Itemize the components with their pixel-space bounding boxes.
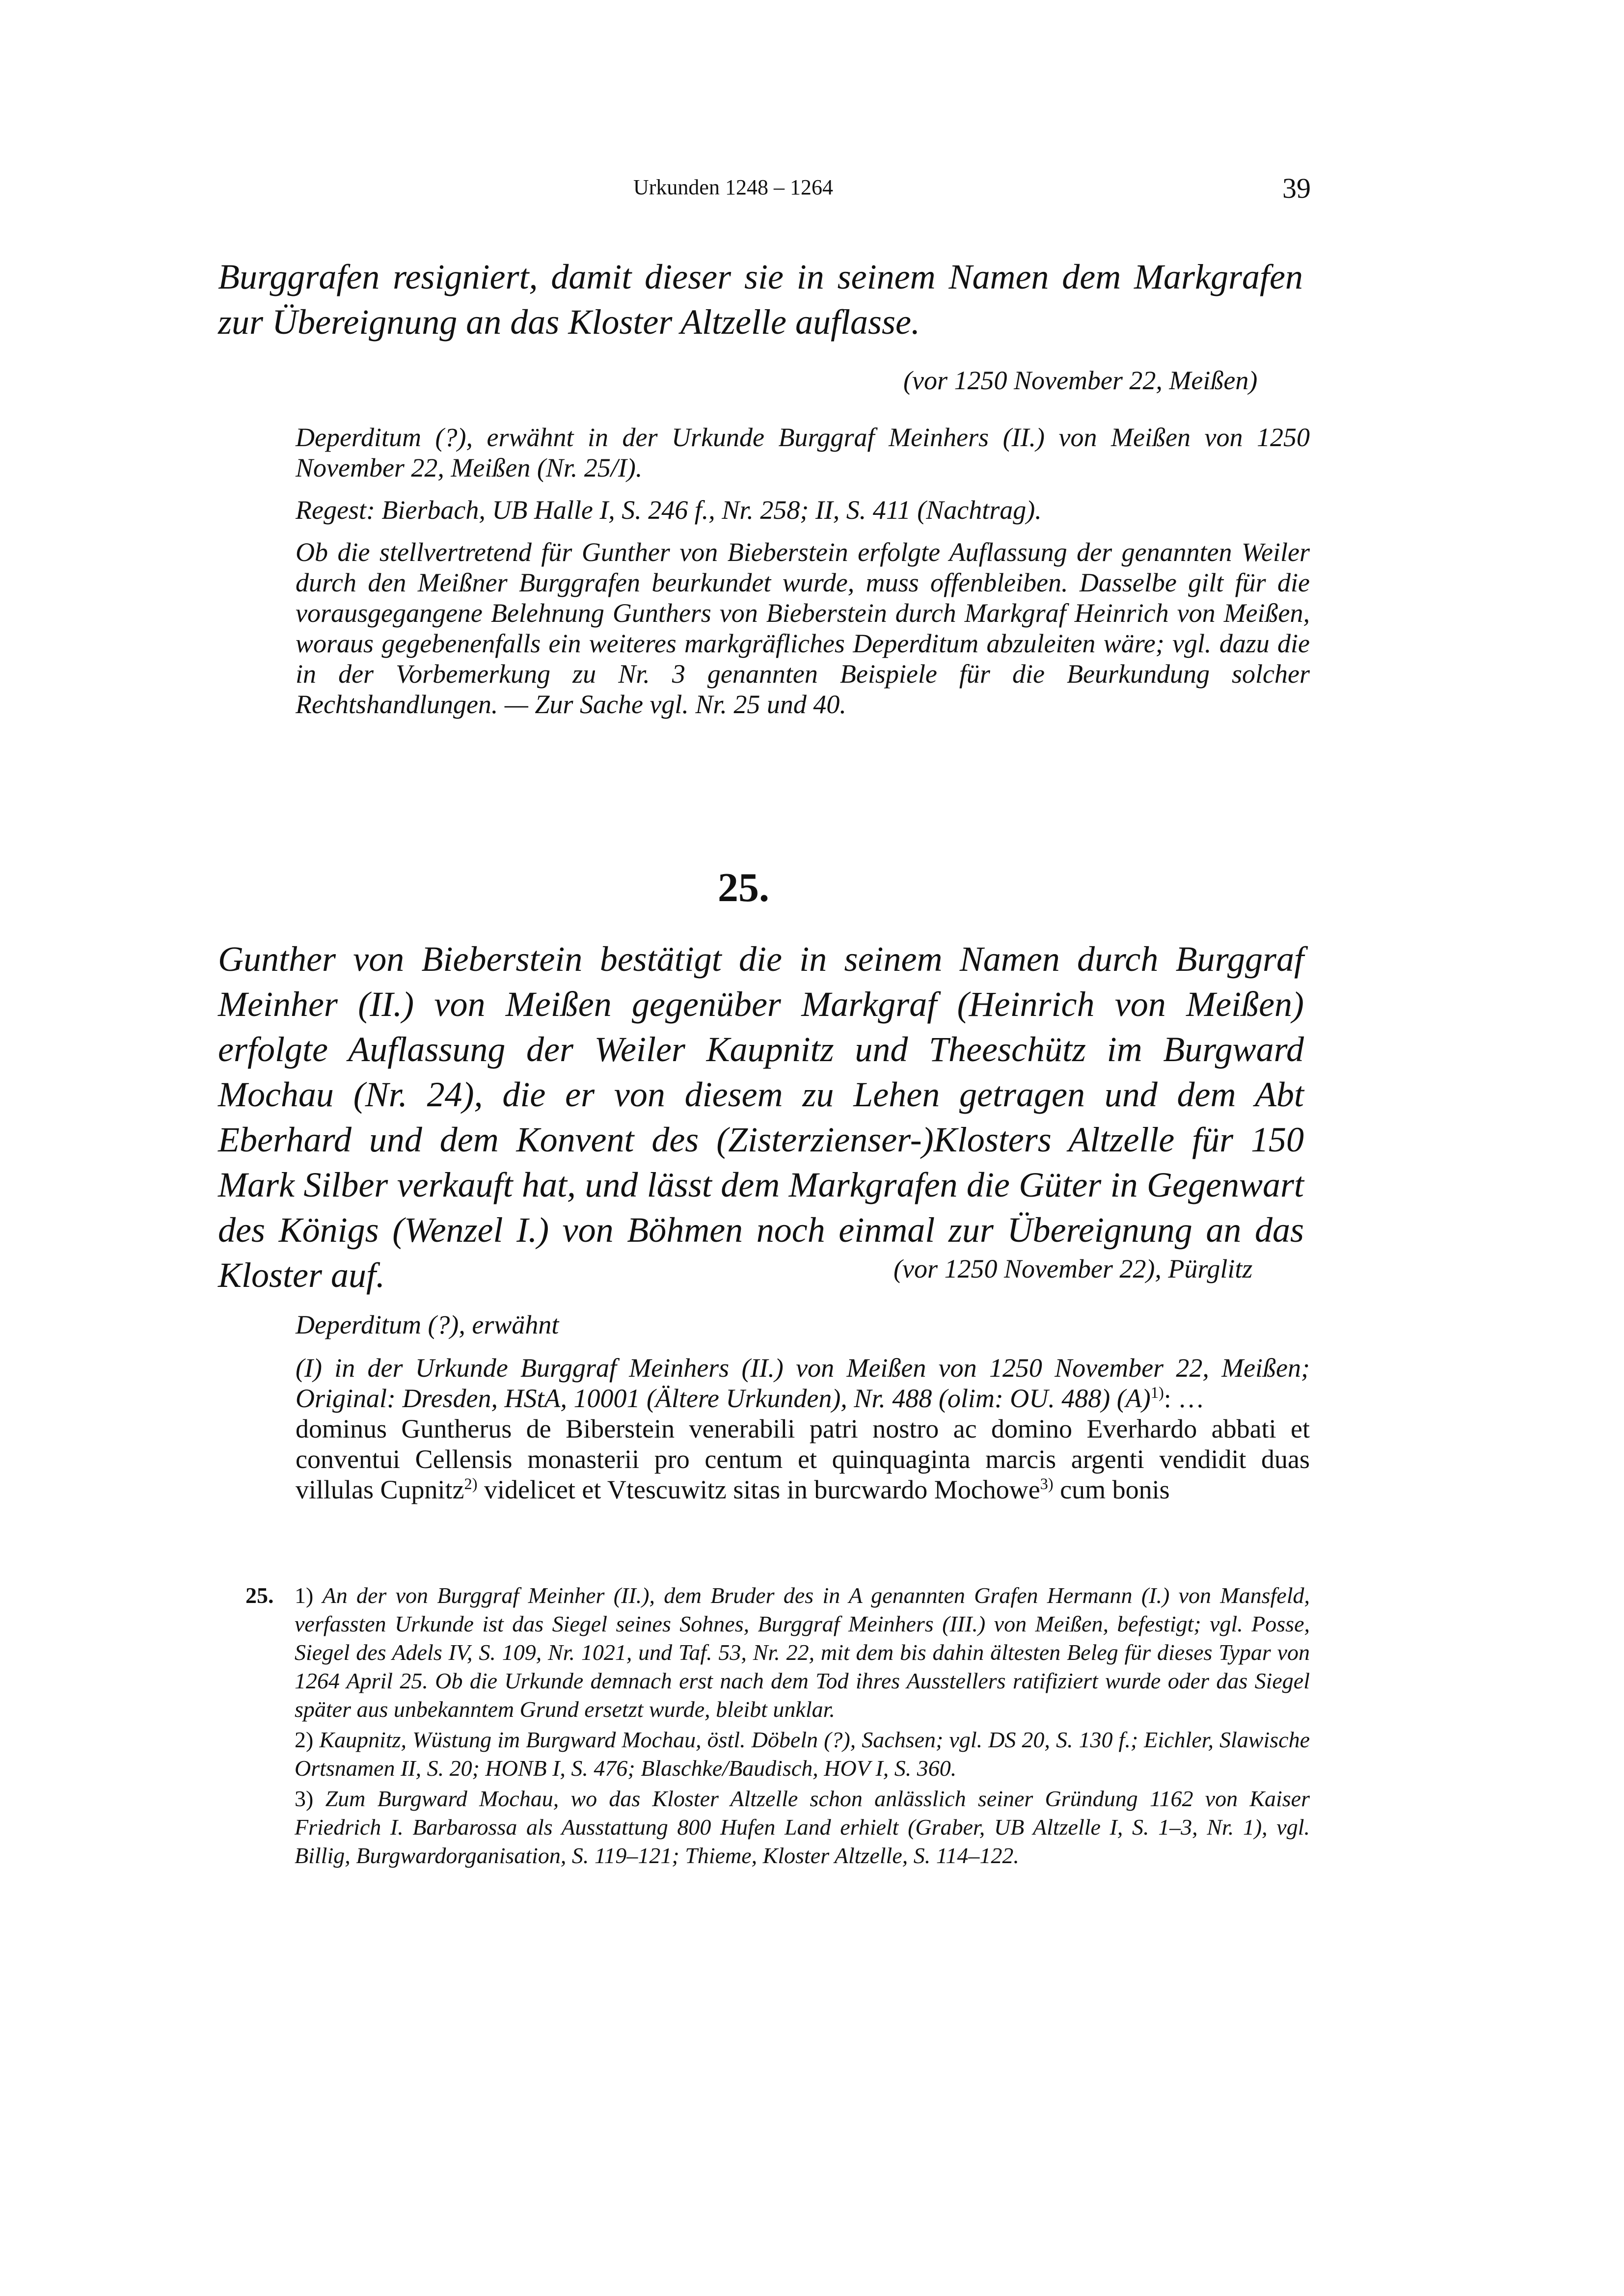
footnotes [245,1581,1310,1874]
apparatus-paragraph: Deperditum (?), erwähnt in der Urkunde Burggraf Meinhers (II.) von Meißen von 1250 November 22, Meißen (Nr. 25/I). [296,423,1310,482]
date-place-24: (vor 1250 November 22, Meißen) [903,366,1258,395]
footnote-text: Kaupnitz, Wüstung im Burgward Mochau, östl. Döbeln (?), Sachsen; vgl. DS 20, S. 130 f.; Eichler, Slawische Ortsnamen II, S. 20; HONB I, S. 476; Blaschke/Baudisch, HOV I, S. 360. [295,1727,1310,1781]
apparatus-24 [296,422,1310,731]
footnote-block [245,1581,1310,1872]
footnote-text: Zum Burgward Mochau, wo das Kloster Altzelle schon anlässlich seiner Gründung 1162 von Kaiser Friedrich I. Barbarossa als Ausstattung 800 Hufen Land erhielt (Graber, UB Altzelle I, S. 1–3, Nr. 1), vgl. Billig, Burgwardorganisation, S. 119–121; Thieme, Kloster Altzelle, S. 114–122. [295,1786,1310,1868]
page-number: 39 [1282,172,1311,204]
footnote-item [295,1581,1310,1724]
document-number: 25. [718,865,769,910]
apparatus-paragraph: Regest: Bierbach, UB Halle I, S. 246 f., Nr. 258; II, S. 411 (Nachtrag). [296,495,1042,525]
apparatus-paragraph: Ob die stellvertretend für Gunther von Bieberstein erfolgte Auflassung der genannten Weiler durch den Meißner Burggrafen beurkundet wurde, muss offenbleiben. Dasselbe gilt für die vorausgegangene Belehnung Gunthers von Bieberstein durch Markgraf Heinrich von Meißen, woraus gegebenenfalls ein weiteres markgräfliches Deperditum abzuleiten wäre; vgl. dazu die in der Vorbemerkung zu Nr. 3 genannten Beispiele für die Beurkundung solcher Rechtshandlungen. — Zur Sache vgl. Nr. 25 und 40. [296,537,1310,719]
running-head: Urkunden 1248 – 1264 [633,175,833,199]
footnote-item [295,1785,1310,1870]
footnote-list [295,1581,1310,1872]
continued-regest: Burggrafen resigniert, damit dieser sie in seinem Namen dem Markgrafen zur Übereignung an das Kloster Altzelle auflasse. [218,257,1303,342]
footnote-doc-label: 25. [245,1583,274,1608]
footnote-text: An der von Burggraf Meinher (II.), dem Bruder des in A genannten Grafen Hermann (I.) von Mansfeld, verfassten Urkunde ist das Siegel seines Sohnes, Burggraf Meinhers (III.) von Meißen, befestigt; vgl. Posse, Siegel des Adels IV, S. 109, Nr. 1021, und Taf. 53, Nr. 22, mit dem bis dahin ältesten Beleg für dieses Typar von 1264 April 25. Ob die Urkunde demnach erst nach dem Tod ihres Ausstellers ratifiziert wurde oder das Siegel später aus unbekanntem Grund ersetzt wurde, bleibt unklar. [295,1583,1310,1722]
footnote-ref: 3) [1040,1475,1054,1493]
apparatus-25 [296,1309,1310,1517]
footnote-ref: 1) [1150,1384,1164,1402]
source-text: (I) in der Urkunde Burggraf Meinhers (II.) von Meißen von 1250 November 22, Meißen; Original: Dresden, HStA, 10001 (Ältere Urkunden), Nr. 488 (olim: OU. 488) (A) [296,1353,1310,1413]
date-place-25: (vor 1250 November 22), Pürglitz [893,1254,1253,1283]
footnote-number: 3) [295,1786,314,1811]
latin-text: videlicet et Vtescuwitz sitas in burcwardo Mochowe [477,1475,1040,1504]
latin-quote [296,1414,1310,1505]
footnote-number: 1) [295,1583,314,1608]
latin-text: cum bonis [1053,1475,1170,1504]
source-reference [296,1353,1310,1414]
latin-text: dominus Guntherus de Biberstein venerabili patri nostro ac domino Everhardo abbati et conventui Cellensis monasterii pro centum et quinquaginta marcis argenti vendidit duas villulas Cupnitz [296,1414,1310,1504]
footnote-number: 2) [295,1727,314,1752]
footnote-ref: 2) [464,1475,478,1493]
deperditum-label: Deperditum (?), erwähnt [296,1310,559,1339]
regest-25: Gunther von Bieberstein bestätigt die in seinem Namen durch Burggraf Meinher (II.) von Meißen gegenüber Markgraf (Heinrich von Meißen) erfolgte Auflassung der Weiler Kaupnitz und Theeschütz im Burgward Mochau (Nr. 24), die er von diesem zu Lehen getragen und dem Abt Eberhard und dem Konvent des (Zisterzienser-)Klosters Altzelle für 150 Mark Silber verkauft hat, und lässt dem Markgrafen die Güter in Gegenwart des Königs (Wenzel I.) von Böhmen noch einmal zur Übereignung an das Kloster auf. [218,939,1304,1295]
footnote-item [295,1726,1310,1783]
ellipsis: : … [1164,1384,1205,1413]
